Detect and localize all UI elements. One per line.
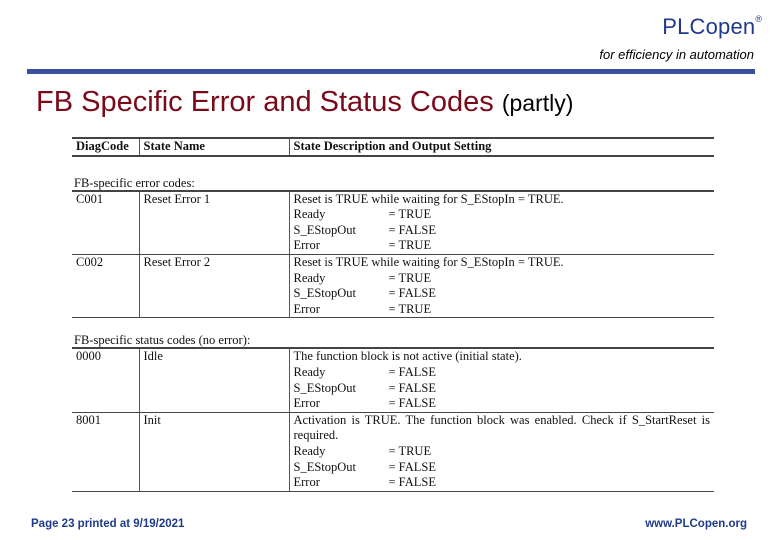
state-description-text: Reset is TRUE while waiting for S_EStopIn = TRUE.: [293, 254, 564, 269]
diag-code-cell: 8001: [76, 412, 101, 427]
output-setting: [294, 396, 711, 412]
error-codes-table: [72, 190, 714, 319]
output-setting: [294, 460, 711, 476]
state-name-cell: Reset Error 2: [139, 254, 289, 317]
table-header: [72, 137, 714, 157]
output-setting: [294, 475, 711, 491]
output-value: = FALSE: [388, 459, 436, 474]
plcopen-logo: [662, 14, 762, 40]
column-header-description: State Description and Output Setting: [289, 138, 714, 156]
column-header-state-name: State Name: [139, 138, 289, 156]
column-header-diagcode: DiagCode: [72, 138, 139, 156]
output-name: S_EStopOut: [293, 459, 357, 474]
output-setting: [294, 302, 711, 318]
output-name: Ready: [293, 270, 326, 285]
diag-code-document: [72, 137, 714, 492]
output-value: = FALSE: [388, 222, 436, 237]
output-value: = TRUE: [388, 270, 432, 285]
output-setting: [294, 207, 711, 223]
state-name-cell: Init: [139, 412, 289, 491]
registered-mark: ®: [755, 14, 762, 24]
diag-code-cell: C001: [72, 191, 139, 255]
output-value: = TRUE: [388, 238, 432, 253]
table-row: [72, 191, 714, 255]
output-name: Error: [293, 301, 320, 316]
state-description-cell: [289, 254, 714, 317]
output-setting: [294, 444, 711, 460]
state-name-cell: Idle: [139, 348, 289, 412]
state-description-cell: [289, 348, 714, 412]
output-value: = TRUE: [388, 301, 432, 316]
state-description-text: Reset is TRUE while waiting for S_EStopIn = TRUE.: [293, 191, 564, 206]
output-value: = TRUE: [388, 443, 432, 458]
state-description-text: Activation is TRUE. The function block was enabled. Check if S_StartReset is required.: [293, 412, 710, 443]
output-name: Ready: [293, 364, 326, 379]
header-divider: [27, 69, 755, 74]
output-setting: [294, 365, 711, 381]
slide-title-main: FB Specific Error and Status Codes: [36, 86, 494, 118]
output-name: Error: [293, 396, 320, 411]
state-description-text: The function block is not active (initial state).: [293, 349, 522, 364]
output-value: = FALSE: [388, 475, 436, 490]
output-value: = FALSE: [388, 286, 436, 301]
status-section-heading: FB-specific status codes (no error):: [74, 333, 251, 348]
website-link[interactable]: www.PLCopen.org: [645, 518, 747, 530]
table-row: [72, 254, 714, 317]
error-section-heading: FB-specific error codes:: [74, 175, 195, 190]
page-info: Page 23 printed at 9/19/2021: [31, 518, 185, 530]
output-value: = FALSE: [388, 396, 436, 411]
output-name: S_EStopOut: [293, 222, 357, 237]
slide-title-suffix: (partly): [501, 90, 574, 116]
output-name: S_EStopOut: [293, 286, 357, 301]
state-name-cell: Reset Error 1: [139, 191, 289, 255]
output-value: = FALSE: [388, 364, 436, 379]
brand-tagline: for efficiency in automation: [599, 47, 754, 62]
brand-name: PLCopen: [662, 14, 756, 39]
output-name: Error: [293, 475, 320, 490]
table-row: [72, 412, 714, 491]
state-description-cell: [289, 412, 714, 491]
output-value: = FALSE: [388, 380, 436, 395]
output-value: = TRUE: [388, 207, 432, 222]
output-name: Error: [293, 238, 320, 253]
state-description-cell: [289, 191, 714, 255]
diag-code-cell: 0000: [72, 348, 139, 412]
output-setting: [294, 271, 711, 287]
output-setting: [294, 286, 711, 302]
output-setting: [294, 223, 711, 239]
output-name: Ready: [293, 443, 326, 458]
output-setting: [294, 381, 711, 397]
output-setting: [294, 238, 711, 254]
status-codes-table: [72, 347, 714, 491]
output-name: Ready: [293, 207, 326, 222]
slide-title: [36, 86, 573, 119]
diag-code-cell: C002: [76, 254, 104, 269]
table-row: [72, 348, 714, 412]
output-name: S_EStopOut: [293, 380, 357, 395]
